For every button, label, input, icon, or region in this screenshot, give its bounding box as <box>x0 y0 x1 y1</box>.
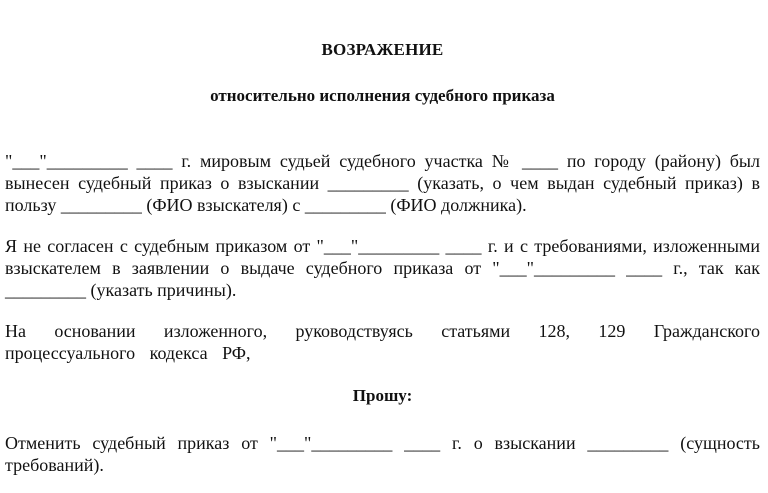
document-title: ВОЗРАЖЕНИЕ <box>321 40 444 59</box>
document-subtitle: относительно исполнения судебного приказа <box>210 86 555 105</box>
request-heading: Прошу: <box>352 386 413 405</box>
request-item: Отменить судебный приказ от "___"_________ ____ г. о взыскании _________ (сущность требований). <box>5 433 760 475</box>
paragraph-legal-basis: На основании изложенного, руководствуясь статьями 128, 129 Гражданского процессуального кодекса РФ, <box>5 321 760 363</box>
paragraph-order-info: "___"_________ ____ г. мировым судьей судебного участка № ____ по городу (району) был вынесен судебный приказ о взыскании _________ (указать, о чем выдан судебный приказ) в пользу _________ (ФИО взыскателя) с _________ (ФИО должника). <box>5 151 760 215</box>
paragraph-objection: Я не согласен с судебным приказом от "___"_________ ____ г. и с требованиями, изложенными взыскателем в заявлении о выдаче судебного приказа от "___"_________ ____ г., так как _________ (указать причины). <box>5 236 760 300</box>
